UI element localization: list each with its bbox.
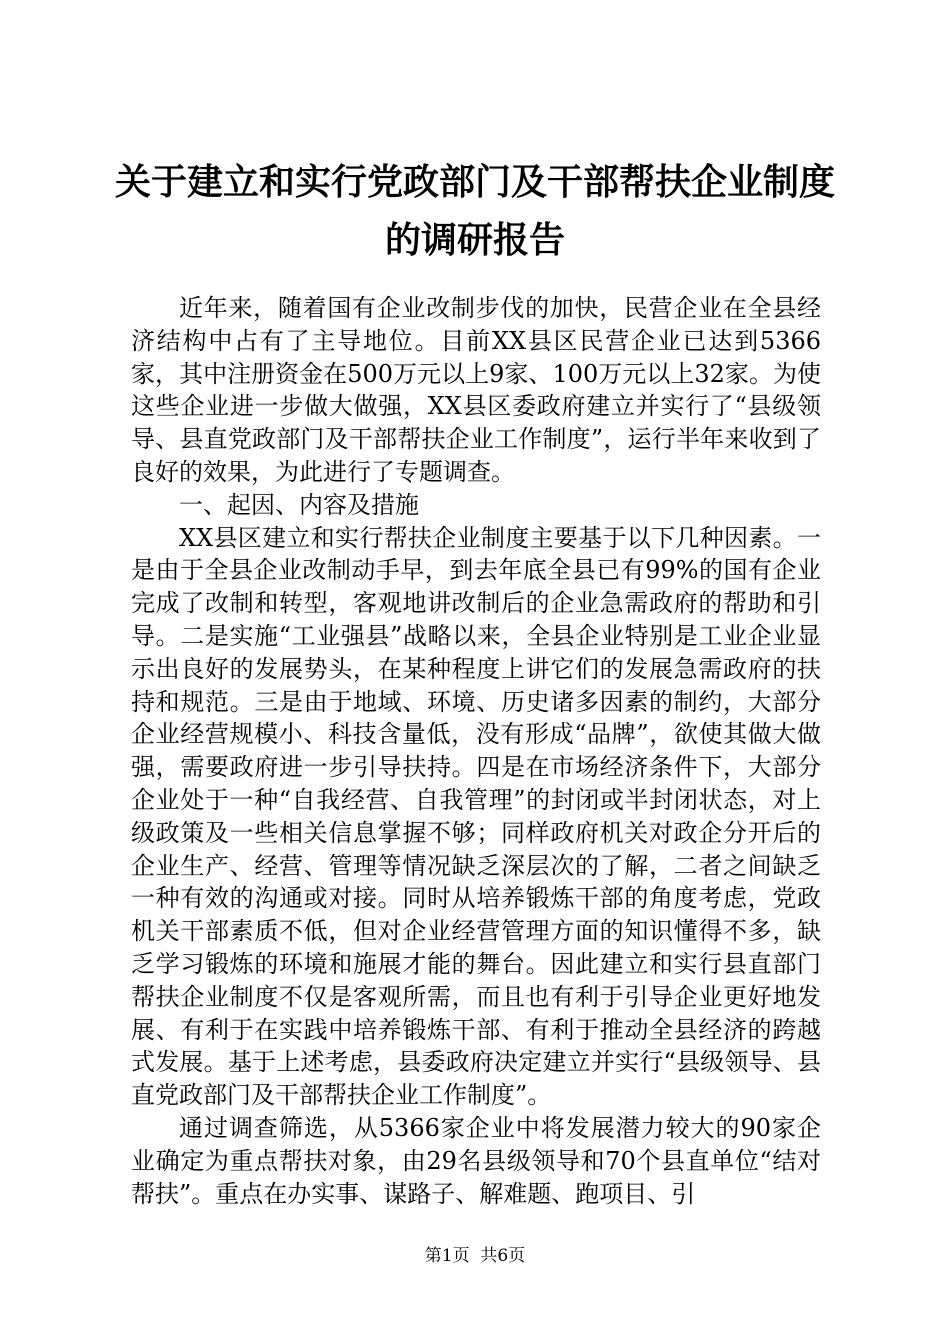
document-body <box>131 292 821 1210</box>
intro-paragraph: 近年来，随着国有企业改制步伐的加快，民营企业在全县经济结构中占有了主导地位。目前XX县区民营企业已达到5366家，其中注册资金在500万元以上9家、100万元以上32家。为使这些企业进一步做大做强，XX县区委政府建立并实行了“县级领导、县直党政部门及干部帮扶企业工作制度”，运行半年来收到了良好的效果，为此进行了专题调查。 <box>131 294 821 486</box>
body-paragraph: 通过调查筛选，从5366家企业中将发展潜力较大的90家企业确定为重点帮扶对象，由29名县级领导和70个县直单位“结对帮扶”。重点在办实事、谋路子、解难题、跑项目、引 <box>131 1113 821 1208</box>
page-footer: 第1页 共6页 <box>424 1246 526 1266</box>
document-title-line-2: 的调研报告 <box>384 219 565 261</box>
document-title-line-1: 关于建立和实行党政部门及干部帮扶企业制度 <box>114 161 835 203</box>
body-paragraph: XX县区建立和实行帮扶企业制度主要基于以下几种因素。一是由于全县企业改制动手早，到去年底全县已有99%的国有企业完成了改制和转型，客观地讲改制后的企业急需政府的帮助和引导。二是实施“工业强县”战略以来，全县企业特别是工业企业显示出良好的发展势头，在某种程度上讲它们的发展急需政府的扶持和规范。三是由于地域、环境、历史诸多因素的制约，大部分企业经营规模小、科技含量低，没有形成“品牌”，欲使其做大做强，需要政府进一步引导扶持。四是在市场经济条件下，大部分企业处于一种“自我经营、自我管理”的封闭或半封闭状态，对上级政策及一些相关信息掌握不够；同样政府机关对政企分开后的企业生产、经营、管理等情况缺乏深层次的了解，二者之间缺乏一种有效的沟通或对接。同时从培养锻炼干部的角度考虑，党政机关干部素质不低，但对企业经营管理方面的知识懂得不多，缺乏学习锻炼的环境和施展才能的舞台。因此建立和实行县直部门帮扶企业制度不仅是客观所需，而且也有利于引导企业更好地发展、有利于在实践中培养锻炼干部、有利于推动全县经济的跨越式发展。基于上述考虑，县委政府决定建立并实行“县级领导、县直党政部门及干部帮扶企业工作制度”。 <box>131 523 821 1110</box>
section-heading: 一、起因、内容及措施 <box>179 490 419 519</box>
